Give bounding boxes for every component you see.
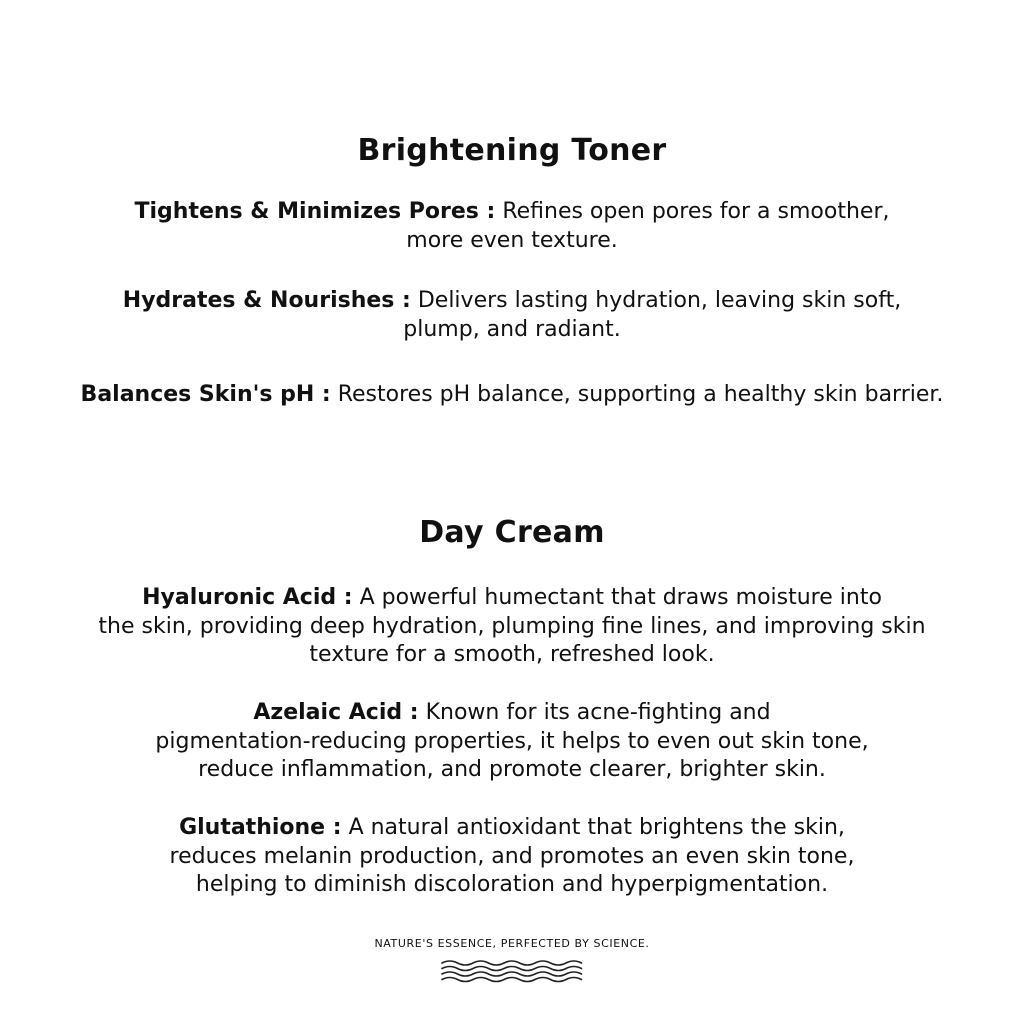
- ingredient-line-1: [0, 699, 1024, 728]
- benefit-line-1: [0, 287, 1024, 316]
- ingredient-label: Glutathione :: [179, 815, 342, 840]
- benefit-label: Hydrates & Nourishes :: [122, 288, 411, 313]
- ingredient-text: A natural antioxidant that brightens the skin,: [348, 815, 845, 840]
- ingredient-line-3: helping to diminish discoloration and hyperpigmentation.: [195, 872, 829, 897]
- ingredient-azelaic-acid: [0, 699, 1024, 785]
- ingredient-text: Known for its acne-fighting and: [425, 700, 771, 725]
- benefit-label: Balances Skin's pH :: [80, 382, 331, 407]
- ingredient-line-1: [0, 584, 1024, 613]
- ingredient-glutathione: [0, 814, 1024, 900]
- section-title-toner: Brightening Toner: [357, 133, 667, 168]
- ingredient-line-2: pigmentation-reducing properties, it helps to even out skin tone,: [155, 728, 869, 754]
- ingredient-label: Hyaluronic Acid :: [142, 585, 353, 610]
- benefit-balances-ph: [0, 381, 1024, 410]
- benefit-text: Restores pH balance, supporting a healthy skin barrier.: [337, 382, 944, 407]
- ingredient-line-1: [0, 814, 1024, 843]
- ingredient-text: A powerful humectant that draws moisture into: [359, 585, 882, 610]
- benefit-label: Tightens & Minimizes Pores :: [134, 199, 496, 224]
- ingredient-line-2: the skin, providing deep hydration, plumping fine lines, and improving skin: [98, 613, 926, 639]
- ingredient-line-3: reduce inflammation, and promote clearer, brighter skin.: [198, 757, 826, 782]
- benefit-hydrates-nourishes: [0, 287, 1024, 344]
- benefit-text: Delivers lasting hydration, leaving skin soft,: [417, 288, 902, 313]
- benefit-line-1: [0, 381, 1024, 410]
- ingredient-line-2: reduces melanin production, and promotes an even skin tone,: [169, 843, 855, 869]
- brand-tagline: NATURE'S ESSENCE, PERFECTED BY SCIENCE.: [374, 937, 650, 950]
- benefit-line-1: [0, 198, 1024, 227]
- benefit-tightens-pores: [0, 198, 1024, 255]
- benefit-text: Refines open pores for a smoother,: [502, 199, 890, 224]
- benefit-line-2: plump, and radiant.: [403, 316, 621, 342]
- waves-icon: [441, 958, 583, 984]
- benefit-line-2: more even texture.: [406, 227, 618, 253]
- ingredient-hyaluronic-acid: [0, 584, 1024, 670]
- ingredient-line-3: texture for a smooth, refreshed look.: [309, 642, 715, 667]
- section-title-day-cream: Day Cream: [419, 515, 605, 550]
- ingredient-label: Azelaic Acid :: [253, 700, 419, 725]
